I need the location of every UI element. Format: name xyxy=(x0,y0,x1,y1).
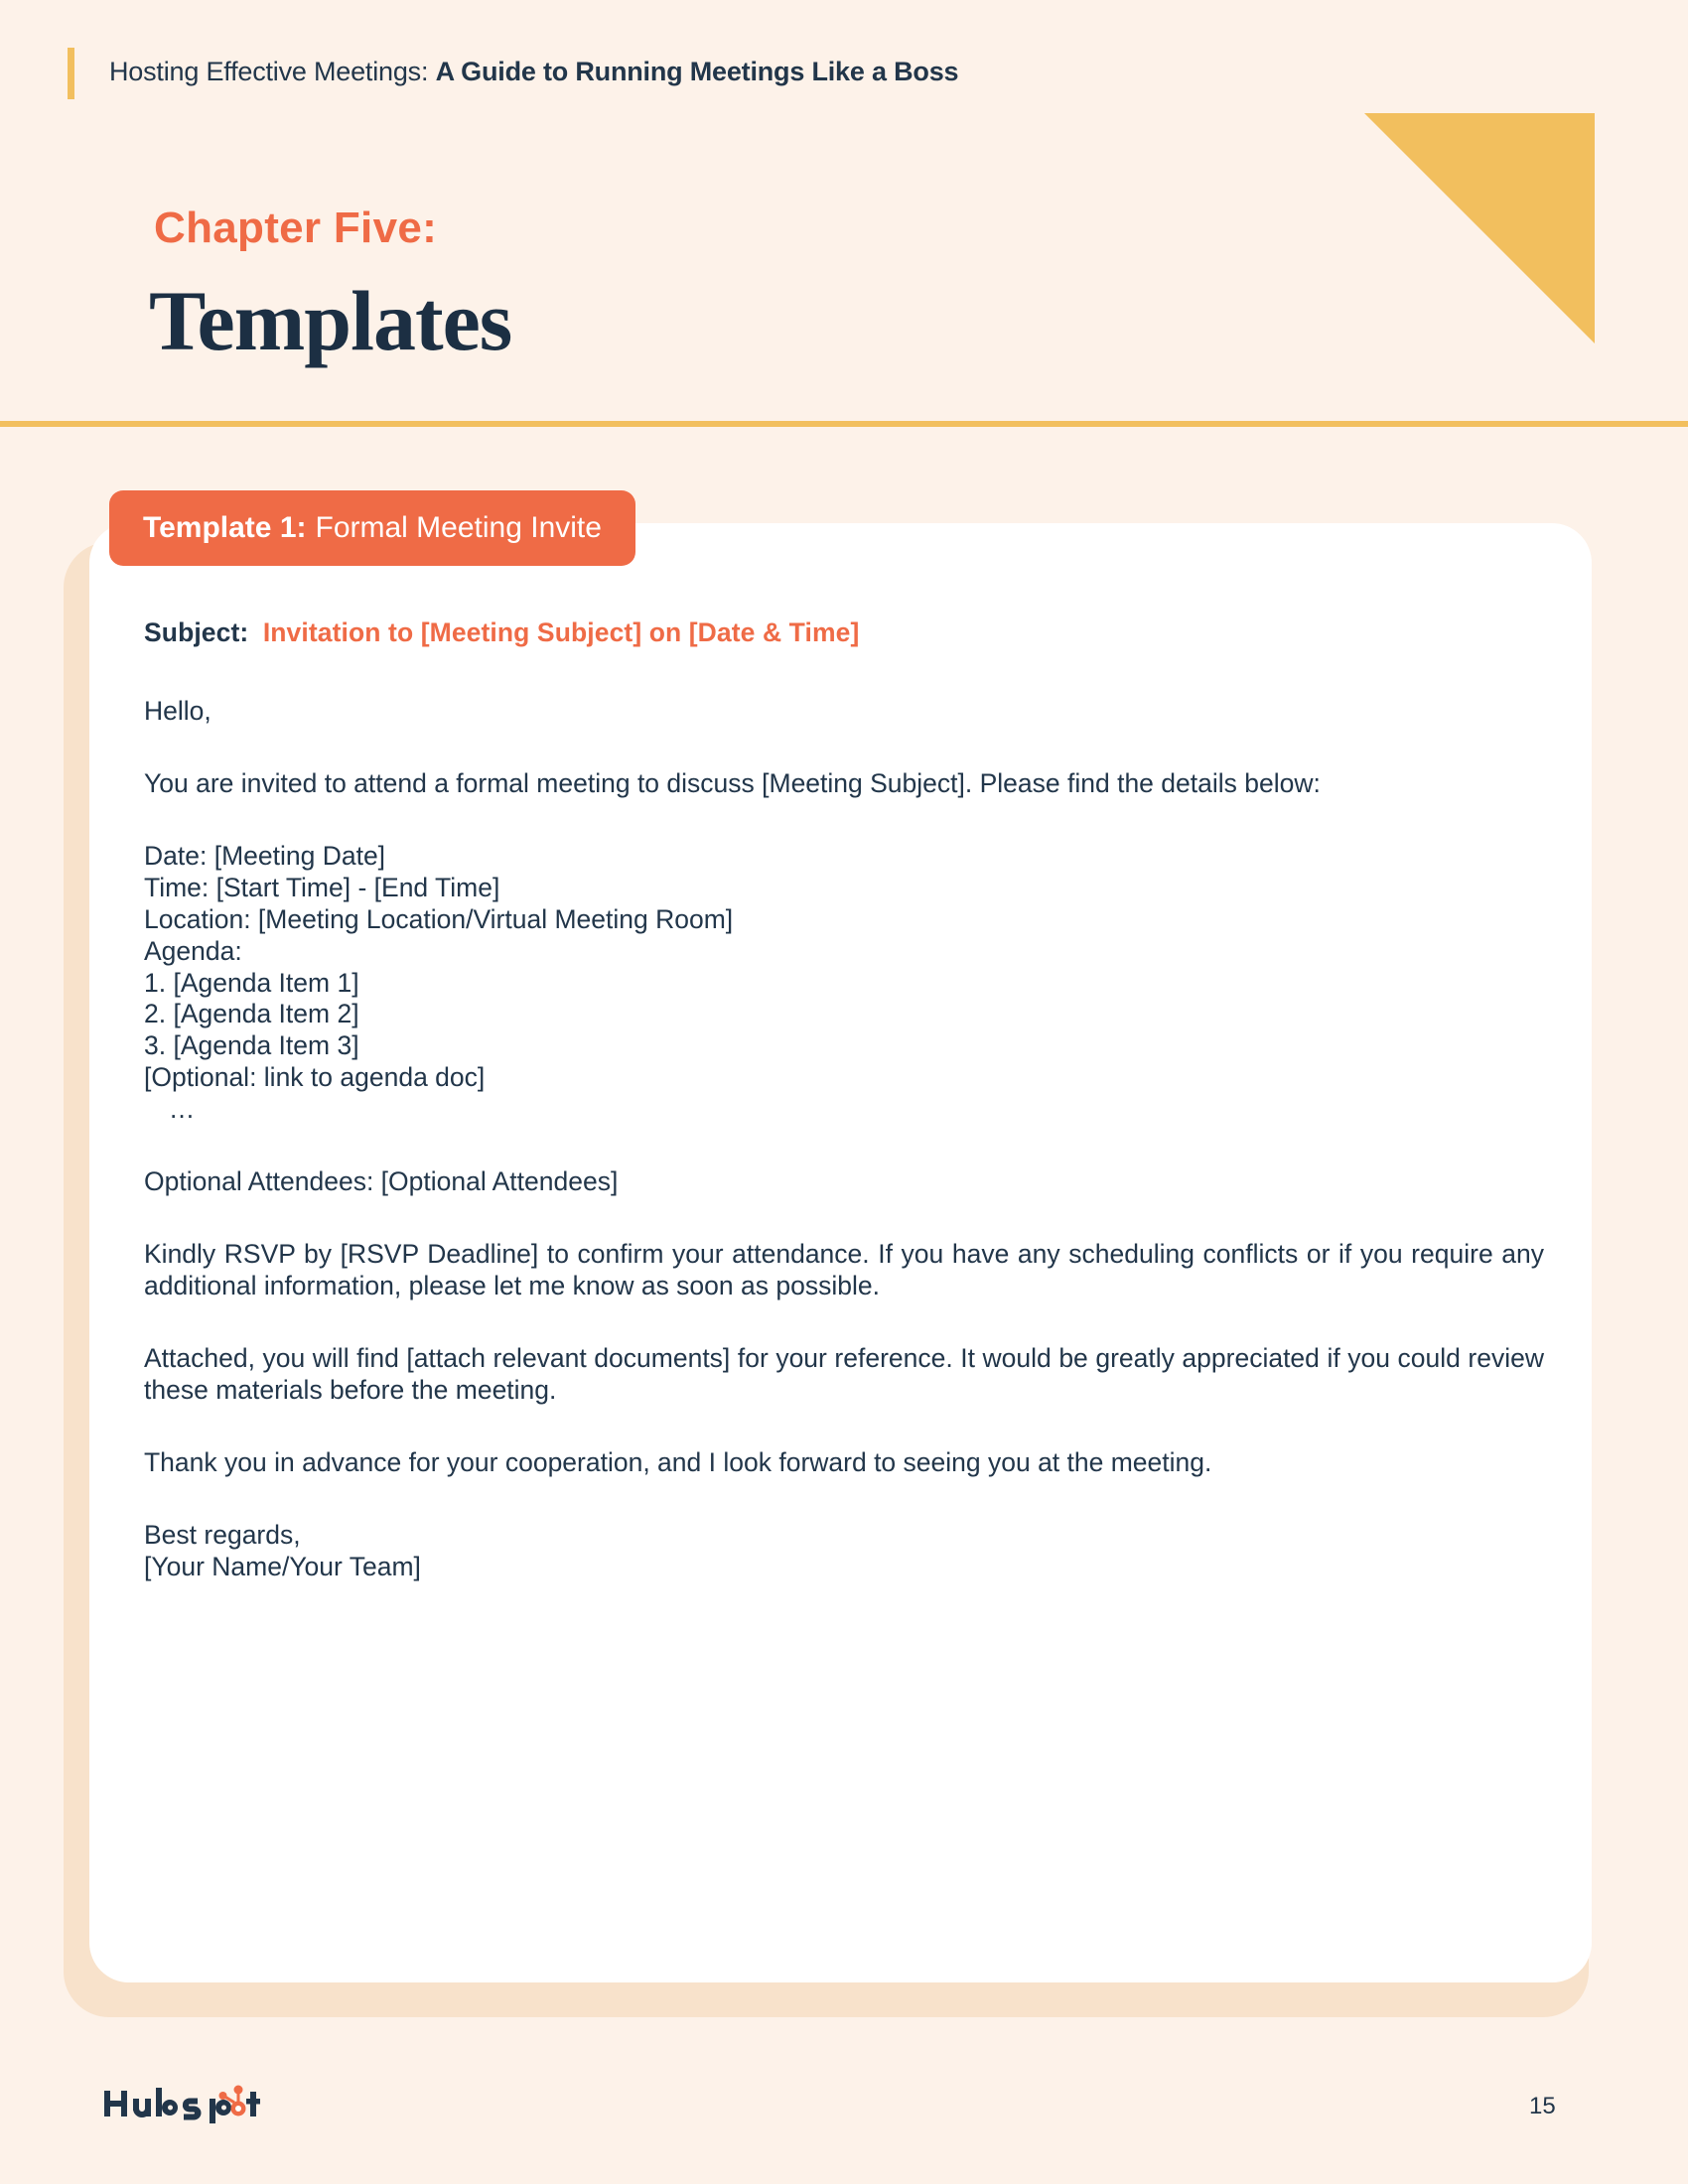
detail-row: 3. [Agenda Item 3] xyxy=(144,1030,359,1061)
email-signoff: Best regards, xyxy=(144,1519,301,1550)
corner-triangle-decoration xyxy=(1364,113,1595,343)
email-optional-attendees: Optional Attendees: [Optional Attendees] xyxy=(144,1166,619,1197)
email-subject-label: Subject: xyxy=(144,617,249,647)
template-badge-title: Formal Meeting Invite xyxy=(315,511,602,544)
detail-row: Time: [Start Time] - [End Time] xyxy=(144,872,500,902)
detail-row-ellipsis: ... xyxy=(170,1094,196,1125)
email-signature-name: [Your Name/Your Team] xyxy=(144,1551,421,1581)
page-number: 15 xyxy=(1529,2093,1556,2119)
email-details-block xyxy=(144,841,1544,1126)
detail-row: Agenda: xyxy=(144,935,242,966)
detail-row: 2. [Agenda Item 2] xyxy=(144,999,359,1029)
email-signature-block xyxy=(144,1520,1544,1583)
email-rsvp-paragraph: Kindly RSVP by [RSVP Deadline] to confirm your attendance. If you have any scheduling conflicts or if you require any additional information, please let me know as soon as possible. xyxy=(144,1239,1544,1300)
running-header-light: Hosting Effective Meetings: xyxy=(109,57,429,86)
email-subject-value: Invitation to [Meeting Subject] on [Date & Time] xyxy=(262,617,860,647)
template-badge xyxy=(109,490,635,566)
template-badge-number: Template 1: xyxy=(143,511,307,544)
detail-row: [Optional: link to agenda doc] xyxy=(144,1062,486,1093)
page-title: Templates xyxy=(149,273,512,368)
email-closing-paragraph: Thank you in advance for your cooperation, and I look forward to seeing you at the meeting. xyxy=(144,1446,1212,1477)
running-header xyxy=(109,57,958,87)
detail-row: 1. [Agenda Item 1] xyxy=(144,967,359,998)
email-greeting: Hello, xyxy=(144,696,211,726)
template-body xyxy=(144,617,1544,1583)
chapter-eyebrow: Chapter Five: xyxy=(154,204,438,252)
email-subject-line xyxy=(144,617,1544,648)
header-divider xyxy=(0,421,1688,427)
running-header-bold: A Guide to Running Meetings Like a Boss xyxy=(435,57,959,86)
detail-row: Location: [Meeting Location/Virtual Meeting Room] xyxy=(144,903,734,934)
detail-row: Date: [Meeting Date] xyxy=(144,840,386,871)
hubspot-logo xyxy=(103,2083,262,2124)
header-accent-bar xyxy=(68,48,74,99)
email-intro-paragraph: You are invited to attend a formal meeting to discuss [Meeting Subject]. Please find the details below: xyxy=(144,767,1321,798)
email-attachments-paragraph: Attached, you will find [attach relevant documents] for your reference. It would be greatly appreciated if you could review these materials before the meeting. xyxy=(144,1342,1544,1405)
